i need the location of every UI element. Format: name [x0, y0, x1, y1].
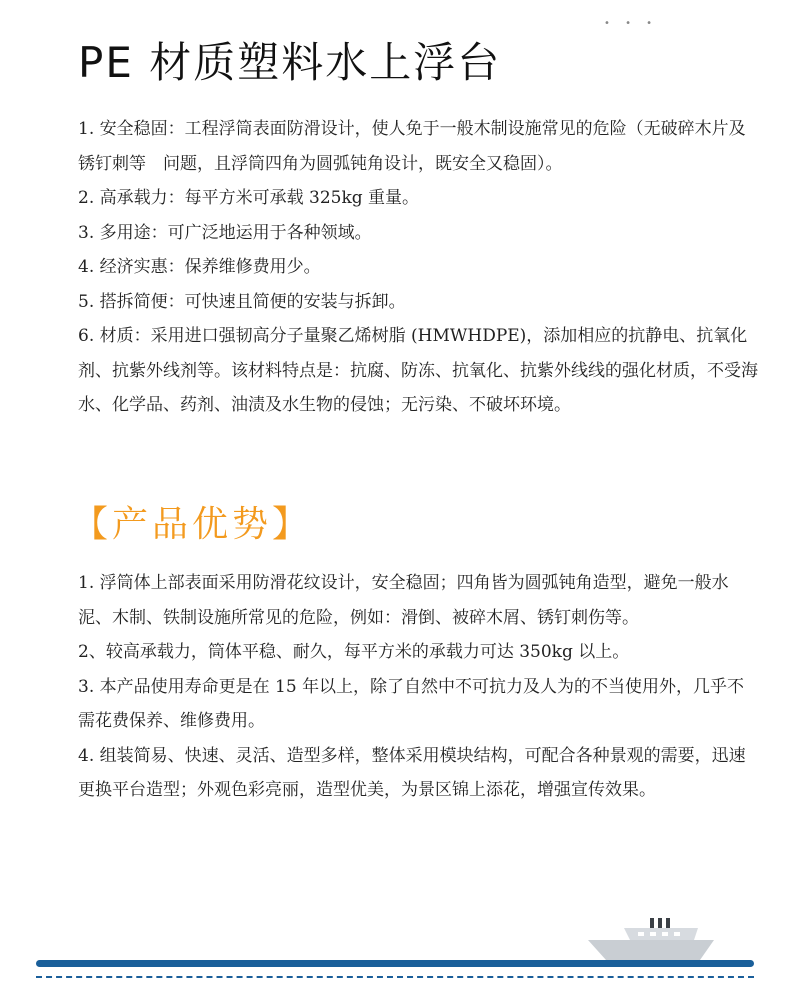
- feature-item: 2. 高承载力：每平方米可承载 325kg 重量。: [78, 188, 420, 208]
- advantage-item: 3. 本产品使用寿命更是在 15 年以上，除了自然中不可抗力及人为的不当使用外，几乎不需花费保养、维修费用。: [78, 676, 745, 731]
- feature-item: 4. 经济实惠：保养维修费用少。: [78, 257, 321, 277]
- ship-icon: [588, 912, 718, 964]
- feature-item: 3. 多用途：可广泛地运用于各种领域。: [78, 222, 372, 243]
- advantage-item: 4. 组装简易、快速、灵活、造型多样，整体采用模块结构，可配合各种景观的需要，迅速更换平台造型；外观色彩亮丽，造型优美，为景区锦上添花，增强宣传效果。: [78, 745, 746, 800]
- dashed-divider: [36, 976, 754, 978]
- decorative-dots: • • •: [604, 18, 659, 29]
- feature-item: 1. 安全稳固：工程浮筒表面防滑设计，使人免于一般木制设施常见的危险（无破碎木片及锈钉刺等 问题，且浮筒四角为圆弧钝角设计，既安全又稳固）。: [78, 119, 746, 174]
- divider-line: [36, 960, 754, 967]
- features-list: [78, 112, 758, 423]
- section-heading-advantages: 【产品优势】: [72, 504, 313, 545]
- feature-item: 5. 搭拆简便：可快速且简便的安装与拆卸。: [78, 291, 406, 312]
- advantages-list: [78, 566, 758, 808]
- advantage-item: 2、较高承载力，筒体平稳、耐久，每平方米的承载力可达 350kg 以上。: [78, 642, 630, 662]
- page-title: PE 材质塑料水上浮台: [78, 38, 502, 87]
- advantage-item: 1. 浮筒体上部表面采用防滑花纹设计，安全稳固；四角皆为圆弧钝角造型，避免一般水泥、木制、铁制设施所常见的危险，例如：滑倒、被碎木屑、锈钉刺伤等。: [78, 573, 729, 628]
- feature-item: 6. 材质：采用进口强韧高分子量聚乙烯树脂 (HMWHDPE)，添加相应的抗静电、抗氧化剂、抗紫外线剂等。该材料特点是：抗腐、防冻、抗氧化、抗紫外线线的强化材质，不受海水、化学品、药剂、油渍及水生物的侵蚀；无污染、不破坏环境。: [78, 326, 758, 415]
